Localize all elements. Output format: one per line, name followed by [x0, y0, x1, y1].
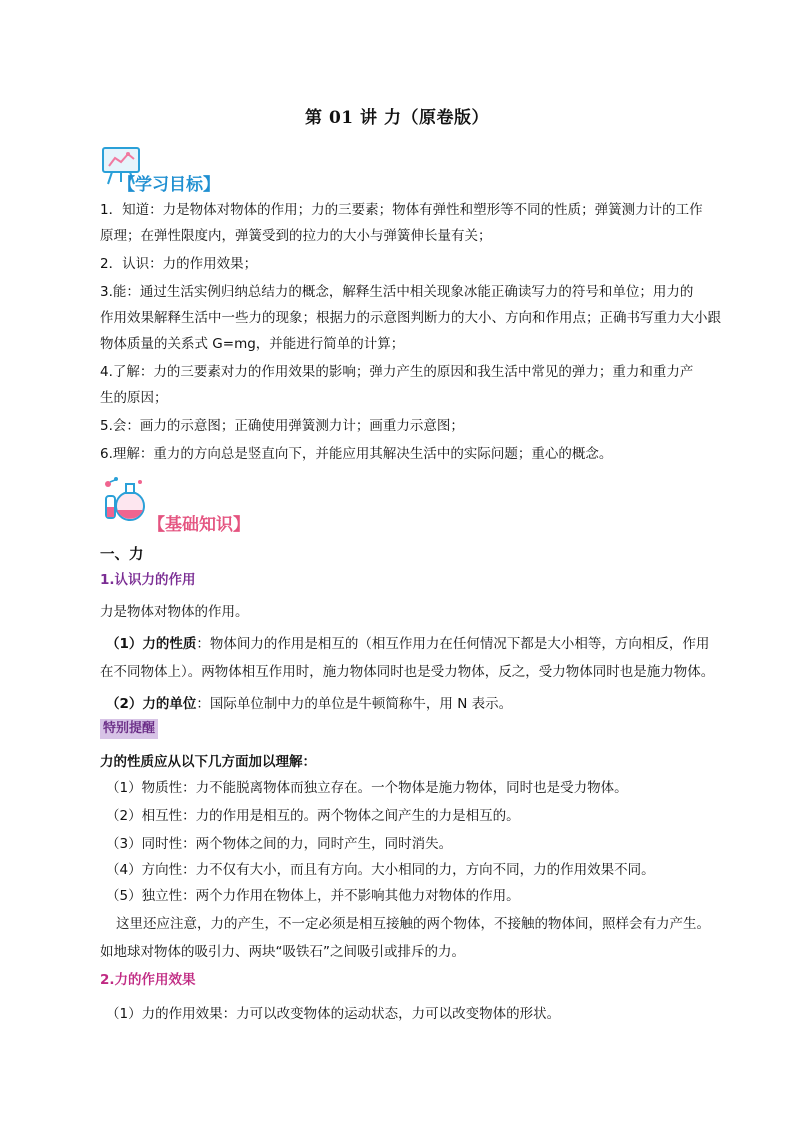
- goal-line: 2．认识：力的作用效果；: [100, 256, 258, 272]
- goal-line: 4.了解：力的三要素对力的作用效果的影响；弹力产生的原因和我生活中常见的弹力；重力和重力产: [100, 364, 694, 380]
- unit-text: ：国际单位制中力的单位是牛顿简称牛，用 N 表示。: [196, 696, 513, 712]
- note-item: （5）独立性：两个力作用在物体上，并不影响其他力对物体的作用。: [106, 888, 520, 904]
- note-item: （3）同时性：两个物体之间的力，同时产生，同时消失。: [106, 836, 453, 852]
- flask-icon: [100, 474, 150, 524]
- goal-line: 作用效果解释生活中一些力的现象；根据力的示意图判断力的大小、方向和作用点；正确书写重力大小跟: [100, 310, 721, 326]
- unit-label: （2）力的单位: [106, 696, 197, 712]
- note-item: （1）物质性：力不能脱离物体而独立存在。一个物体是施力物体，同时也是受力物体。: [106, 780, 628, 796]
- goal-line: 5.会：画力的示意图；正确使用弹簧测力计；画重力示意图；: [100, 418, 464, 434]
- basic-knowledge-heading: 【基础知识】: [148, 515, 250, 535]
- note-item: （2）相互性：力的作用是相互的。两个物体之间产生的力是相互的。: [106, 808, 520, 824]
- paragraph-extra-note: 这里还应注意，力的产生，不一定必须是相互接触的两个物体，不接触的物体间，照样会有力产生。: [116, 916, 710, 932]
- goal-line: 物体质量的关系式 G=mg，并能进行简单的计算；: [100, 336, 405, 352]
- goal-line: 原理；在弹性限度内，弹簧受到的拉力的大小与弹簧伸长量有关；: [100, 228, 492, 244]
- page-title: 第 01 讲 力（原卷版）: [305, 108, 489, 128]
- subheading-recognize-force: 1.认识力的作用: [100, 572, 196, 588]
- goal-line: 生的原因；: [100, 390, 168, 406]
- learning-goals-heading: 【学习目标】: [118, 175, 220, 195]
- paragraph-extra-note-cont: 如地球对物体的吸引力、两块“吸铁石”之间吸引或排斥的力。: [100, 944, 465, 960]
- property-label: （1）力的性质: [106, 636, 197, 652]
- goal-line: 6.理解：重力的方向总是竖直向下，并能应用其解决生活中的实际问题；重心的概念。: [100, 446, 613, 462]
- goal-line: 1．知道：力是物体对物体的作用；力的三要素；物体有弹性和塑形等不同的性质；弹簧测力计的工作: [100, 202, 703, 218]
- section-heading-force: 一、力: [100, 547, 144, 563]
- special-reminder-tag: 特别提醒: [100, 719, 158, 739]
- note-title: 力的性质应从以下几方面加以理解：: [100, 754, 316, 770]
- note-item: （4）方向性：力不仅有大小，而且有方向。大小相同的力，方向不同，力的作用效果不同。: [106, 862, 655, 878]
- paragraph-force-unit: [106, 694, 736, 714]
- paragraph-force-effect: （1）力的作用效果：力可以改变物体的运动状态，力可以改变物体的形状。: [106, 1006, 561, 1022]
- paragraph-force-property-cont: 在不同物体上）。两物体相互作用时，施力物体同时也是受力物体，反之，受力物体同时也是施力物体。: [100, 664, 715, 680]
- subheading-force-effect: 2.力的作用效果: [100, 972, 196, 988]
- property-text: ：物体间力的作用是相互的（相互作用力在任何情况下都是大小相等，方向相反，作用: [196, 636, 710, 652]
- paragraph-force-definition: 力是物体对物体的作用。: [100, 604, 249, 620]
- paragraph-force-property: [106, 634, 736, 654]
- goal-line: 3.能：通过生活实例归纳总结力的概念，解释生活中相关现象冰能正确读写力的符号和单位；用力的: [100, 284, 694, 300]
